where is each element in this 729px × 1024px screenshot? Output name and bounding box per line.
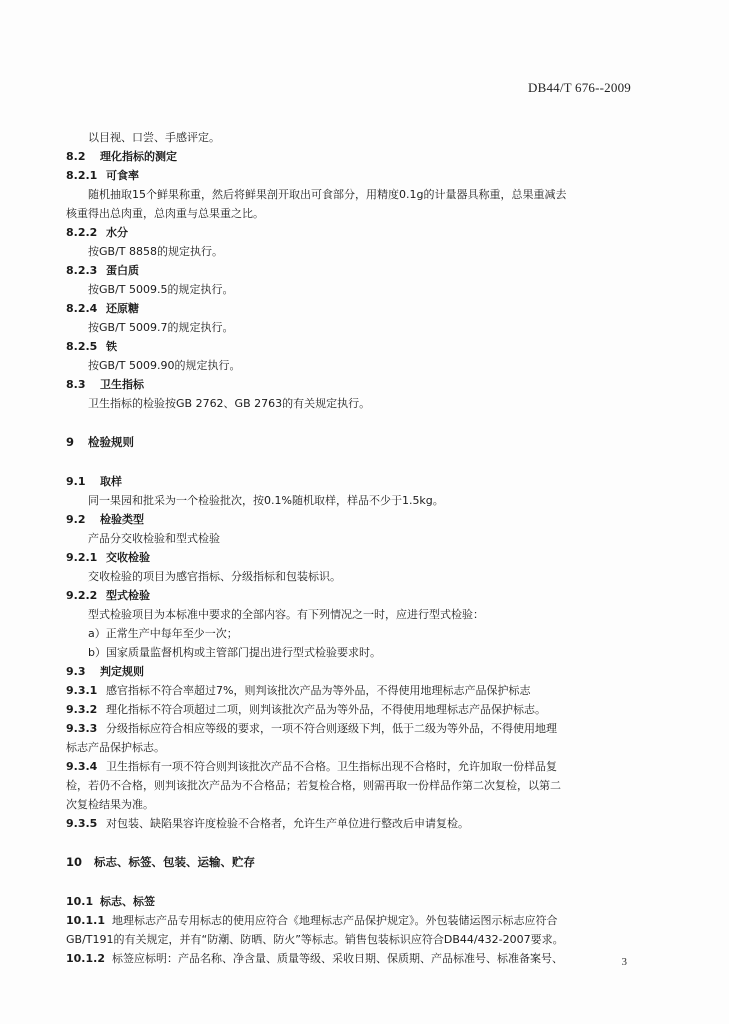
section-number: 9.2.2 [66, 589, 98, 602]
section-title: 标志、标签 [100, 895, 155, 908]
clause-continuation: GB/T191的有关规定，并有“防潮、防晒、防火”等标志。销售包装标识应符合DB44/432-2007要求。 [66, 933, 564, 946]
clause-text: 分级指标应符合相应等级的要求，一项不符合则逐级下判，低于二级为等外品，不得使用地理 [106, 722, 557, 735]
section-title: 判定规则 [100, 665, 144, 678]
clause-continuation: 检，若仍不合格，则判该批次产品为不合格品；若复检合格，则需再取一份样品作第二次复检，以第二 [66, 779, 561, 792]
section-number: 8.2.3 [66, 264, 98, 277]
section-number: 8.2.1 [66, 169, 98, 182]
section-number: 8.2 [66, 150, 86, 163]
clause-text: 卫生指标有一项不符合则判该批次产品不合格。卫生指标出现不合格时，允许加取一份样品复 [106, 760, 557, 773]
section-title: 取样 [100, 475, 122, 488]
section-title: 交收检验 [106, 551, 150, 564]
paragraph: 按GB/T 5009.5的规定执行。 [88, 283, 234, 296]
document-body [66, 128, 641, 968]
clause-10-1-1 [66, 911, 641, 930]
section-heading-8-2-3 [66, 261, 641, 280]
section-title: 可食率 [106, 169, 139, 182]
page-number: 3 [621, 956, 627, 968]
chapter-number: 10 [66, 855, 83, 869]
chapter-title: 检验规则 [88, 435, 134, 449]
paragraph: 卫生指标的检验按GB 2762、GB 2763的有关规定执行。 [88, 397, 371, 410]
clause-10-1-2 [66, 949, 641, 968]
clause-text: 地理标志产品专用标志的使用应符合《地理标志产品保护规定》。外包装储运图示标志应符合 [112, 914, 558, 927]
list-item: a）正常生产中每年至少一次； [88, 627, 238, 640]
section-title: 检验类型 [100, 513, 144, 526]
section-number: 8.2.5 [66, 340, 98, 353]
chapter-heading-9 [66, 433, 641, 452]
clause-text: 感官指标不符合率超过7%，则判该批次产品为等外品，不得使用地理标志产品保护标志 [106, 684, 531, 697]
paragraph: 核重得出总肉重，总肉重与总果重之比。 [66, 207, 264, 220]
chapter-heading-10 [66, 853, 641, 872]
section-title: 卫生指标 [100, 378, 144, 391]
section-heading-9-2-2 [66, 586, 641, 605]
section-title: 水分 [106, 226, 128, 239]
section-heading-8-2-1 [66, 166, 641, 185]
clause-9-3-5 [66, 814, 641, 833]
list-item: b）国家质量监督机构或主管部门提出进行型式检验要求时。 [88, 646, 381, 659]
clause-number: 10.1.1 [66, 914, 105, 927]
section-heading-8-2-2 [66, 223, 641, 242]
section-title: 铁 [106, 340, 117, 353]
section-number: 8.2.2 [66, 226, 98, 239]
section-number: 9.1 [66, 475, 86, 488]
clause-text: 对包装、缺陷果容许度检验不合格者，允许生产单位进行整改后申请复检。 [106, 817, 469, 830]
section-heading-10-1 [66, 892, 641, 911]
section-number: 9.3 [66, 665, 86, 678]
section-title: 理化指标的测定 [100, 150, 177, 163]
paragraph: 型式检验项目为本标准中要求的全部内容。有下列情况之一时，应进行型式检验： [88, 608, 484, 621]
clause-9-3-3 [66, 719, 641, 738]
section-number: 10.1 [66, 895, 94, 908]
clause-text: 标签应标明：产品名称、净含量、质量等级、采收日期、保质期、产品标准号、标准备案号、 [112, 952, 563, 965]
clause-number: 9.3.3 [66, 722, 98, 735]
clause-number: 10.1.2 [66, 952, 105, 965]
section-number: 9.2 [66, 513, 86, 526]
section-title: 蛋白质 [106, 264, 139, 277]
section-heading-8-3 [66, 375, 641, 394]
paragraph: 按GB/T 8858的规定执行。 [88, 245, 223, 258]
section-number: 8.3 [66, 378, 86, 391]
clause-continuation: 标志产品保护标志。 [66, 741, 165, 754]
chapter-title: 标志、标签、包装、运输、贮存 [94, 855, 255, 869]
section-heading-9-1 [66, 472, 641, 491]
standard-code: DB44/T 676--2009 [528, 80, 631, 95]
section-heading-8-2-4 [66, 299, 641, 318]
paragraph: 同一果园和批采为一个检验批次，按0.1%随机取样，样品不少于1.5kg。 [88, 494, 444, 507]
clause-number: 9.3.2 [66, 703, 98, 716]
section-title: 型式检验 [106, 589, 150, 602]
clause-number: 9.3.5 [66, 817, 98, 830]
clause-text: 理化指标不符合项超过二项，则判该批次产品为等外品，不得使用地理标志产品保护标志。 [106, 703, 546, 716]
paragraph: 交收检验的项目为感官指标、分级指标和包装标识。 [88, 570, 341, 583]
clause-9-3-2 [66, 700, 641, 719]
section-heading-9-2-1 [66, 548, 641, 567]
section-number: 8.2.4 [66, 302, 98, 315]
section-number: 9.2.1 [66, 551, 98, 564]
section-heading-9-2 [66, 510, 641, 529]
paragraph: 随机抽取15个鲜果称重，然后将鲜果剖开取出可食部分，用精度0.1g的计量器具称重，总果重减去 [88, 188, 567, 201]
paragraph: 产品分交收检验和型式检验 [88, 532, 220, 545]
section-title: 还原糖 [106, 302, 139, 315]
clause-number: 9.3.4 [66, 760, 98, 773]
section-heading-8-2 [66, 147, 641, 166]
clause-9-3-4 [66, 757, 641, 776]
section-heading-8-2-5 [66, 337, 641, 356]
paragraph: 按GB/T 5009.7的规定执行。 [88, 321, 234, 334]
clause-9-3-1 [66, 681, 641, 700]
clause-number: 9.3.1 [66, 684, 98, 697]
clause-continuation: 次复检结果为准。 [66, 798, 154, 811]
paragraph: 按GB/T 5009.90的规定执行。 [88, 359, 241, 372]
section-heading-9-3 [66, 662, 641, 681]
chapter-number: 9 [66, 435, 75, 449]
paragraph: 以目视、口尝、手感评定。 [88, 131, 220, 144]
